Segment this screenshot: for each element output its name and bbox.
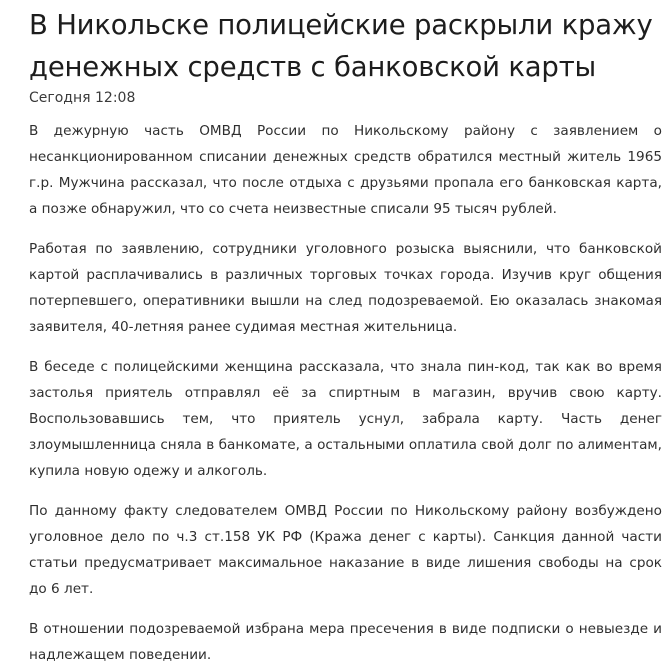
article-title: В Никольске полицейские раскрыли кражу денежных средств с банковской карты [29, 9, 653, 83]
article-paragraph: В беседе с полицейскими женщина рассказала, что знала пин-код, так как во время застолья приятель отправлял её за спиртным в магазин, вручив свою карту. Воспользовавшись тем, что приятель уснул, забрала карту. Часть денег злоумышленница сняла в банкомате, а остальными оплатила свой долг по алиментам, купила новую одежу и алкоголь. [29, 359, 662, 479]
article-body [29, 118, 662, 668]
article-paragraph: В дежурную часть ОМВД России по Никольскому району с заявлением о несанкционированном списании денежных средств обратился местный житель 1965 г.р. Мужчина рассказал, что после отдыха с друзьями пропала его банковская карта, а позже обнаружил, что со счета неизвестные списали 95 тысяч рублей. [29, 123, 662, 217]
article-paragraph: В отношении подозреваемой избрана мера пресечения в виде подписки о невыезде и надлежащем поведении. [29, 621, 662, 663]
article-date: Сегодня 12:08 [29, 90, 136, 106]
article-paragraph: Работая по заявлению, сотрудники уголовного розыска выяснили, что банковской картой расплачивались в различных торговых точках города. Изучив круг общения потерпевшего, оперативники вышли на след подозреваемой. Ею оказалась знакомая заявителя, 40-летняя ранее судимая местная жительница. [29, 241, 662, 335]
article-paragraph: По данному факту следователем ОМВД России по Никольскому району возбуждено уголовное дело по ч.3 ст.158 УК РФ (Кража денег с карты). Санкция данной части статьи предусматривает максимальное наказание в виде лишения свободы на срок до 6 лет. [29, 503, 662, 597]
